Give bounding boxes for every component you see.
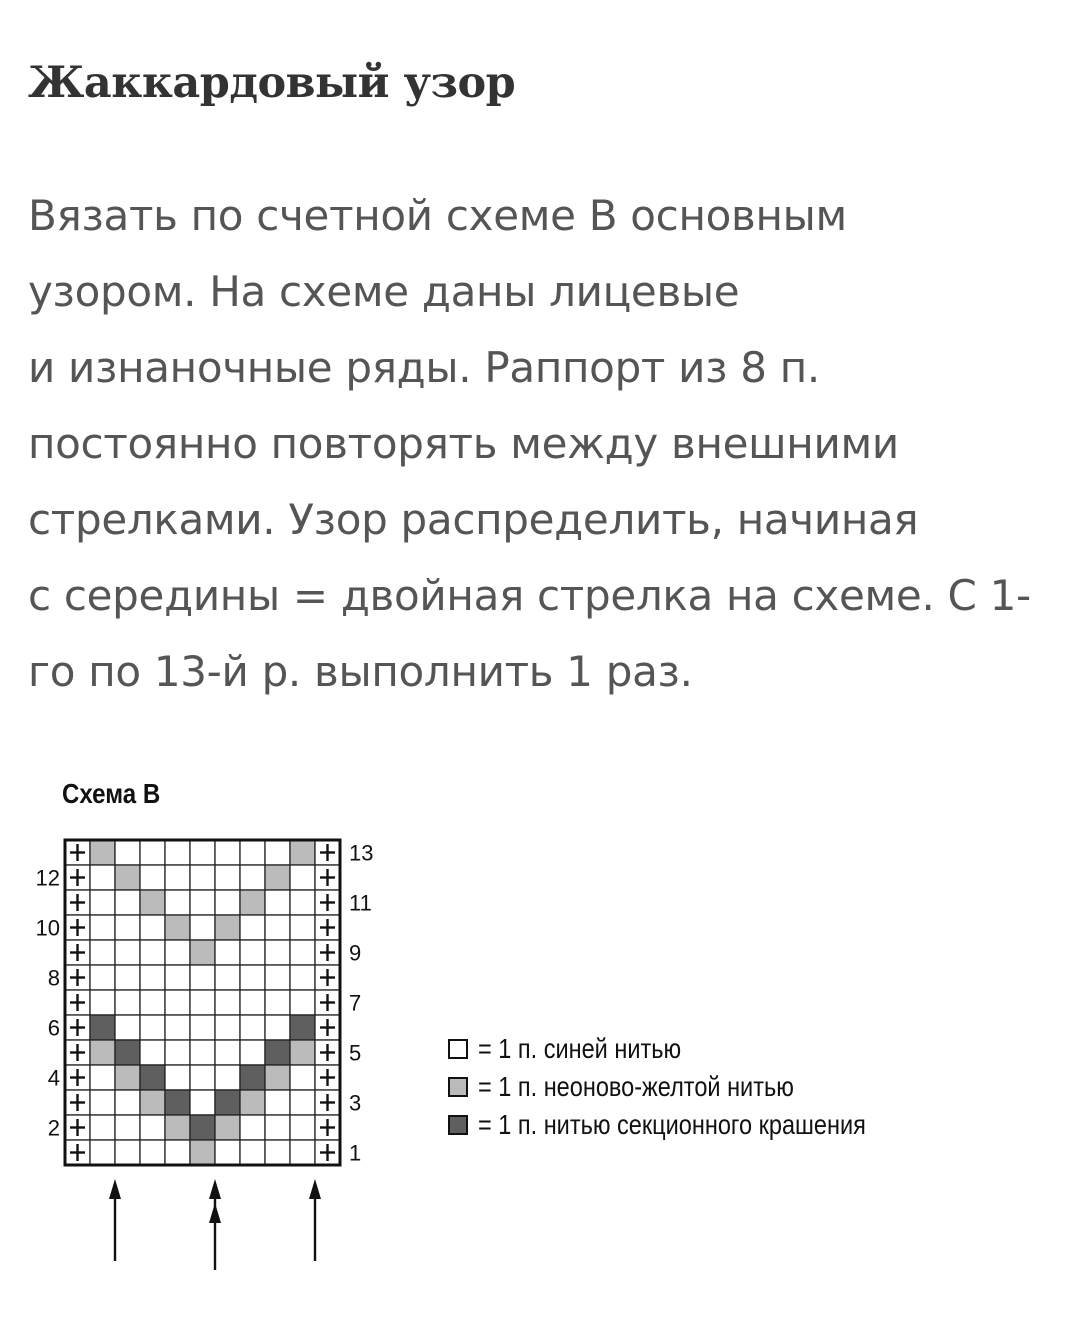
chart-cell [190,1140,215,1165]
chart-cell [265,1065,290,1090]
chart-cell [90,1065,115,1090]
chart-cell [265,1140,290,1165]
chart-cell [140,940,165,965]
chart-cell [140,1040,165,1065]
chart-cell [190,965,215,990]
chart-cell [240,965,265,990]
chart-cell [140,1140,165,1165]
chart-cell [90,990,115,1015]
chart-cell [240,840,265,865]
row-label: 6 [47,1015,60,1041]
chart-cell [165,865,190,890]
row-label: 7 [349,990,362,1016]
chart-cell [290,840,315,865]
chart-cell [165,990,190,1015]
chart-cell [165,1115,190,1140]
chart-cell [115,865,140,890]
legend-label: = 1 п. неоново-желтой нитью [478,1071,794,1102]
chart-cell [90,1115,115,1140]
description-line: го по 13-й р. выполнить 1 раз. [28,647,693,696]
chart-cell [290,940,315,965]
chart-cell [215,1090,240,1115]
chart-cell [140,890,165,915]
chart-cell [190,840,215,865]
chart-cell [140,965,165,990]
chart-cell [190,940,215,965]
chart-cell [115,1140,140,1165]
chart-cell [290,990,315,1015]
chart-cell [290,915,315,940]
chart-cell [165,940,190,965]
chart-cell [90,940,115,965]
chart-cell [190,990,215,1015]
chart-cell [215,965,240,990]
chart-cell [190,1015,215,1040]
chart-cell [190,865,215,890]
scheme-title: Схема В [62,778,161,809]
row-label: 8 [47,965,60,991]
chart-cell [115,1015,140,1040]
chart-cell [290,1065,315,1090]
row-label: 12 [35,865,60,891]
chart-cell [265,1090,290,1115]
row-label: 13 [349,840,374,866]
chart-cell [90,1040,115,1065]
chart-cell [165,915,190,940]
legend-swatch-white [448,1039,468,1059]
chart-cell [90,865,115,890]
chart-cell [240,1115,265,1140]
description-line: узором. На схеме даны лицевые [28,267,740,316]
chart-cell [215,865,240,890]
description-line: постоянно повторять между внешними [28,419,899,468]
row-label: 11 [349,890,372,916]
legend-item [448,1030,940,1068]
chart-cell [140,1115,165,1140]
chart-cell [165,890,190,915]
chart-cell [290,1090,315,1115]
description-text [28,178,1068,710]
chart-cell [265,865,290,890]
chart-cell [265,1115,290,1140]
chart-cell [240,1090,265,1115]
row-label: 2 [47,1115,60,1141]
chart-cell [115,890,140,915]
chart-cell [215,1140,240,1165]
chart-cell [165,1040,190,1065]
chart-cell [165,1140,190,1165]
chart-cell [215,990,240,1015]
legend-label: = 1 п. нитью секционного крашения [478,1109,866,1140]
chart-cell [265,890,290,915]
row-label: 1 [349,1140,362,1166]
chart-cell [140,1065,165,1090]
chart-cell [115,1065,140,1090]
chart-cell [90,1090,115,1115]
legend-label: = 1 п. синей нитью [478,1033,682,1064]
chart-cell [115,1115,140,1140]
knitting-chart [0,820,420,1270]
chart-cell [290,890,315,915]
chart-cell [115,965,140,990]
description-line: и изнаночные ряды. Раппорт из 8 п. [28,343,820,392]
chart-cell [165,1090,190,1115]
page-title: Жаккардовый узор [28,58,516,108]
chart-cell [140,915,165,940]
chart-cell [290,1015,315,1040]
arrow-head [209,1179,221,1199]
chart-cell [265,840,290,865]
chart-cell [290,965,315,990]
chart-cell [240,1065,265,1090]
row-label: 4 [47,1065,60,1091]
chart-cell [265,990,290,1015]
chart-cell [140,1015,165,1040]
description-line: с середины = двойная стрелка на схеме. С 1- [28,571,1031,620]
chart-cell [165,1015,190,1040]
chart-cell [90,1015,115,1040]
chart-cell [240,890,265,915]
chart-cell [290,865,315,890]
chart-cell [240,1040,265,1065]
chart-cell [265,1040,290,1065]
chart-cell [190,1040,215,1065]
chart-cell [115,1040,140,1065]
chart-cell [190,1090,215,1115]
chart-cell [290,1140,315,1165]
legend-item [448,1106,940,1144]
row-label: 9 [349,940,362,966]
legend [448,1030,940,1144]
chart-cell [240,990,265,1015]
chart-cell [115,1090,140,1115]
chart-cell [165,1065,190,1090]
chart-cell [115,840,140,865]
legend-item [448,1068,940,1106]
chart-cell [90,915,115,940]
chart-cell [215,840,240,865]
chart-cell [265,915,290,940]
chart-cell [165,840,190,865]
chart-cell [115,940,140,965]
chart-cell [190,915,215,940]
description-line: Вязать по счетной схеме В основным [28,191,847,240]
legend-swatch-dark-gray [448,1115,468,1135]
chart-cell [190,890,215,915]
chart-cell [90,965,115,990]
chart-cell [140,865,165,890]
chart-cell [265,965,290,990]
chart-cell [240,865,265,890]
chart-cell [140,990,165,1015]
chart-cell [165,965,190,990]
chart-cell [215,915,240,940]
description-line: стрелками. Узор распределить, начиная [28,495,919,544]
chart-cell [265,940,290,965]
chart-cell [215,1040,240,1065]
row-label: 10 [35,915,60,941]
chart-cell [215,1065,240,1090]
chart-cell [215,1015,240,1040]
chart-cell [215,940,240,965]
chart-cell [240,1140,265,1165]
chart-cell [265,1015,290,1040]
chart-cell [290,1040,315,1065]
chart-cell [140,840,165,865]
arrow-head [209,1203,221,1223]
chart-cell [115,915,140,940]
chart-cell [240,915,265,940]
legend-swatch-light-gray [448,1077,468,1097]
row-label: 5 [349,1040,362,1066]
chart-cell [290,1115,315,1140]
chart-cell [240,940,265,965]
chart-cell [140,1090,165,1115]
arrow-head [109,1179,121,1199]
chart-cell [90,840,115,865]
chart-cell [215,1115,240,1140]
chart-cell [190,1115,215,1140]
chart-cell [190,1065,215,1090]
chart-cell [90,890,115,915]
chart-cell [115,990,140,1015]
chart-cell [90,1140,115,1165]
row-label: 3 [349,1090,362,1116]
chart-cell [240,1015,265,1040]
arrow-head [309,1179,321,1199]
chart-cell [215,890,240,915]
